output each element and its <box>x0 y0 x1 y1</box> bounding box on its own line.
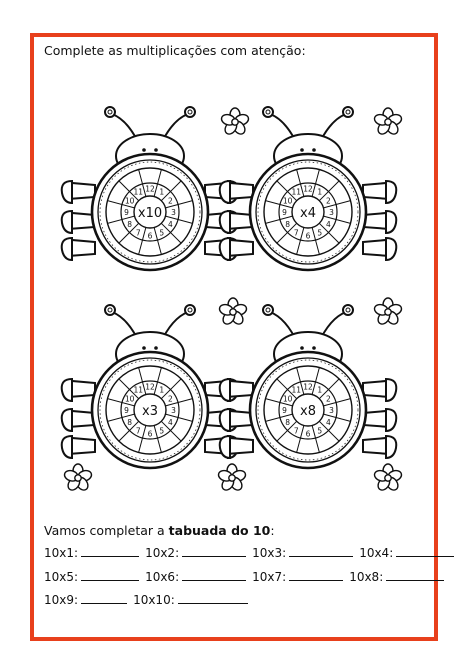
ladybug-foot <box>220 379 230 401</box>
wheel-label: x3 <box>142 404 158 419</box>
wheel-number: 12 <box>303 382 313 392</box>
flower-center <box>75 475 81 481</box>
ladybug-foot <box>62 409 72 431</box>
answer-blank[interactable] <box>386 569 444 581</box>
multiplication-label: 10x2: <box>145 546 180 560</box>
wheel-number: 12 <box>145 382 155 392</box>
section-bold: tabuada do 10 <box>168 523 271 538</box>
wheel-number: 5 <box>159 228 165 238</box>
ladybug-eye <box>154 346 158 350</box>
ladybug-antenna-tip <box>185 305 195 315</box>
wheel-number: 11 <box>291 187 302 197</box>
flower-icon <box>218 298 248 326</box>
multiplication-label: 10x3: <box>252 546 287 560</box>
ladybug <box>62 305 239 468</box>
ladybug-antenna-tip <box>343 107 353 117</box>
ladybug-foot <box>386 238 396 260</box>
ladybug-foot <box>62 211 72 233</box>
wheel-number: 9 <box>124 208 129 217</box>
multiplication-item <box>349 569 444 584</box>
wheel-number: 1 <box>159 187 165 197</box>
wheel-number: 4 <box>167 219 173 229</box>
ladybug-antenna-tip <box>343 305 353 315</box>
multiplication-label: 10x8: <box>349 570 384 584</box>
multiplication-item <box>359 545 454 560</box>
wheel-number: 11 <box>133 187 144 197</box>
multiplication-row <box>44 569 450 584</box>
wheel-number: 1 <box>159 385 165 395</box>
wheel-number: 6 <box>147 429 153 439</box>
ladybug-antenna-tip <box>105 107 115 117</box>
wheel-number: 3 <box>171 406 176 415</box>
wheel-number: 10 <box>282 394 293 404</box>
multiplication-row <box>44 545 460 560</box>
ladybug-foot <box>62 379 72 401</box>
flower-center <box>385 475 391 481</box>
flower-center <box>385 309 391 315</box>
ladybug-antenna-tip <box>185 107 195 117</box>
wheel-number: 4 <box>325 219 331 229</box>
flower-center <box>232 119 238 125</box>
answer-blank[interactable] <box>81 569 139 581</box>
wheel-number: 5 <box>317 228 323 238</box>
instruction-text: Complete as multiplicações com atenção: <box>44 43 306 58</box>
section-prefix: Vamos completar a <box>44 523 169 538</box>
ladybug-eye <box>142 148 146 152</box>
answer-blank[interactable] <box>81 592 127 604</box>
wheel-number: 9 <box>282 406 287 415</box>
wheel-number: 3 <box>329 406 334 415</box>
ladybug-foot <box>62 181 72 203</box>
multiplication-item <box>145 545 246 560</box>
multiplication-item <box>44 545 139 560</box>
ladybug-foot <box>386 436 396 458</box>
wheel-number: 10 <box>124 196 135 206</box>
section-suffix: : <box>270 523 275 538</box>
flower-center <box>229 475 235 481</box>
multiplication-item <box>252 569 343 584</box>
multiplication-item <box>252 545 353 560</box>
ladybug-foot <box>220 238 230 260</box>
ladybug-foot <box>386 181 396 203</box>
wheel-number: 1 <box>317 187 323 197</box>
wheel-number: 2 <box>325 394 331 404</box>
ladybug-antenna-tip <box>105 305 115 315</box>
multiplication-label: 10x5: <box>44 570 79 584</box>
wheel-number: 3 <box>171 208 176 217</box>
multiplication-item <box>133 592 248 607</box>
wheel-number: 11 <box>133 385 144 395</box>
flower-icon <box>373 464 403 492</box>
wheel-number: 4 <box>325 417 331 427</box>
ladybug-eye <box>142 346 146 350</box>
flower-icon <box>63 464 93 492</box>
wheel-number: 11 <box>291 385 302 395</box>
wheel-number: 8 <box>285 219 291 229</box>
ladybug-foot <box>386 211 396 233</box>
ladybug-foot <box>62 436 72 458</box>
wheel-number: 2 <box>167 394 173 404</box>
wheel-number: 10 <box>124 394 135 404</box>
multiplication-item <box>44 569 139 584</box>
wheel-number: 12 <box>145 184 155 194</box>
flower-icon <box>373 108 403 136</box>
wheel-label: x8 <box>300 404 316 419</box>
answer-blank[interactable] <box>289 569 343 581</box>
multiplication-item <box>44 592 127 607</box>
ladybug-foot <box>220 436 230 458</box>
multiplication-label: 10x10: <box>133 593 175 607</box>
wheel-number: 8 <box>127 219 133 229</box>
answer-blank[interactable] <box>182 545 246 557</box>
flower-icon <box>217 464 247 492</box>
multiplication-label: 10x1: <box>44 546 79 560</box>
wheel-number: 7 <box>293 228 299 238</box>
answer-blank[interactable] <box>182 569 246 581</box>
wheel-number: 2 <box>167 196 173 206</box>
wheel-number: 4 <box>167 417 173 427</box>
wheel-number: 9 <box>124 406 129 415</box>
wheel-number: 7 <box>293 426 299 436</box>
multiplication-label: 10x6: <box>145 570 180 584</box>
multiplication-label: 10x4: <box>359 546 394 560</box>
ladybug-antenna-tip <box>263 305 273 315</box>
answer-blank[interactable] <box>81 545 139 557</box>
answer-blank[interactable] <box>396 545 454 557</box>
flower-center <box>230 309 236 315</box>
multiplication-label: 10x7: <box>252 570 287 584</box>
ladybug-foot <box>386 409 396 431</box>
answer-blank[interactable] <box>178 592 248 604</box>
wheel-number: 9 <box>282 208 287 217</box>
ladybug-eye <box>312 148 316 152</box>
wheel-number: 12 <box>303 184 313 194</box>
wheel-label: x10 <box>137 206 163 221</box>
ladybug-eye <box>312 346 316 350</box>
wheel-number: 8 <box>285 417 291 427</box>
multiplication-item <box>145 569 246 584</box>
wheel-number: 7 <box>135 228 141 238</box>
ladybug-antenna-tip <box>263 107 273 117</box>
flower-icon <box>220 108 250 136</box>
flower-center <box>385 119 391 125</box>
ladybug-foot <box>386 379 396 401</box>
ladybug-foot <box>220 181 230 203</box>
multiplication-label: 10x9: <box>44 593 79 607</box>
answer-blank[interactable] <box>289 545 353 557</box>
ladybug-eye <box>300 346 304 350</box>
ladybug <box>220 107 397 270</box>
wheel-number: 5 <box>159 426 165 436</box>
multiplication-row <box>44 592 254 607</box>
flower-icon <box>373 298 403 326</box>
wheel-number: 6 <box>305 231 311 241</box>
wheel-label: x4 <box>300 206 316 221</box>
ladybug-eye <box>154 148 158 152</box>
wheel-number: 2 <box>325 196 331 206</box>
ladybug-foot <box>220 409 230 431</box>
section-title <box>44 523 275 538</box>
ladybug-foot <box>220 211 230 233</box>
wheel-number: 6 <box>305 429 311 439</box>
ladybug <box>220 305 397 468</box>
ladybug <box>62 107 239 270</box>
wheel-number: 10 <box>282 196 293 206</box>
wheel-number: 8 <box>127 417 133 427</box>
wheel-number: 5 <box>317 426 323 436</box>
wheel-number: 3 <box>329 208 334 217</box>
wheel-number: 6 <box>147 231 153 241</box>
ladybug-foot <box>62 238 72 260</box>
wheel-number: 7 <box>135 426 141 436</box>
wheel-number: 1 <box>317 385 323 395</box>
ladybug-eye <box>300 148 304 152</box>
